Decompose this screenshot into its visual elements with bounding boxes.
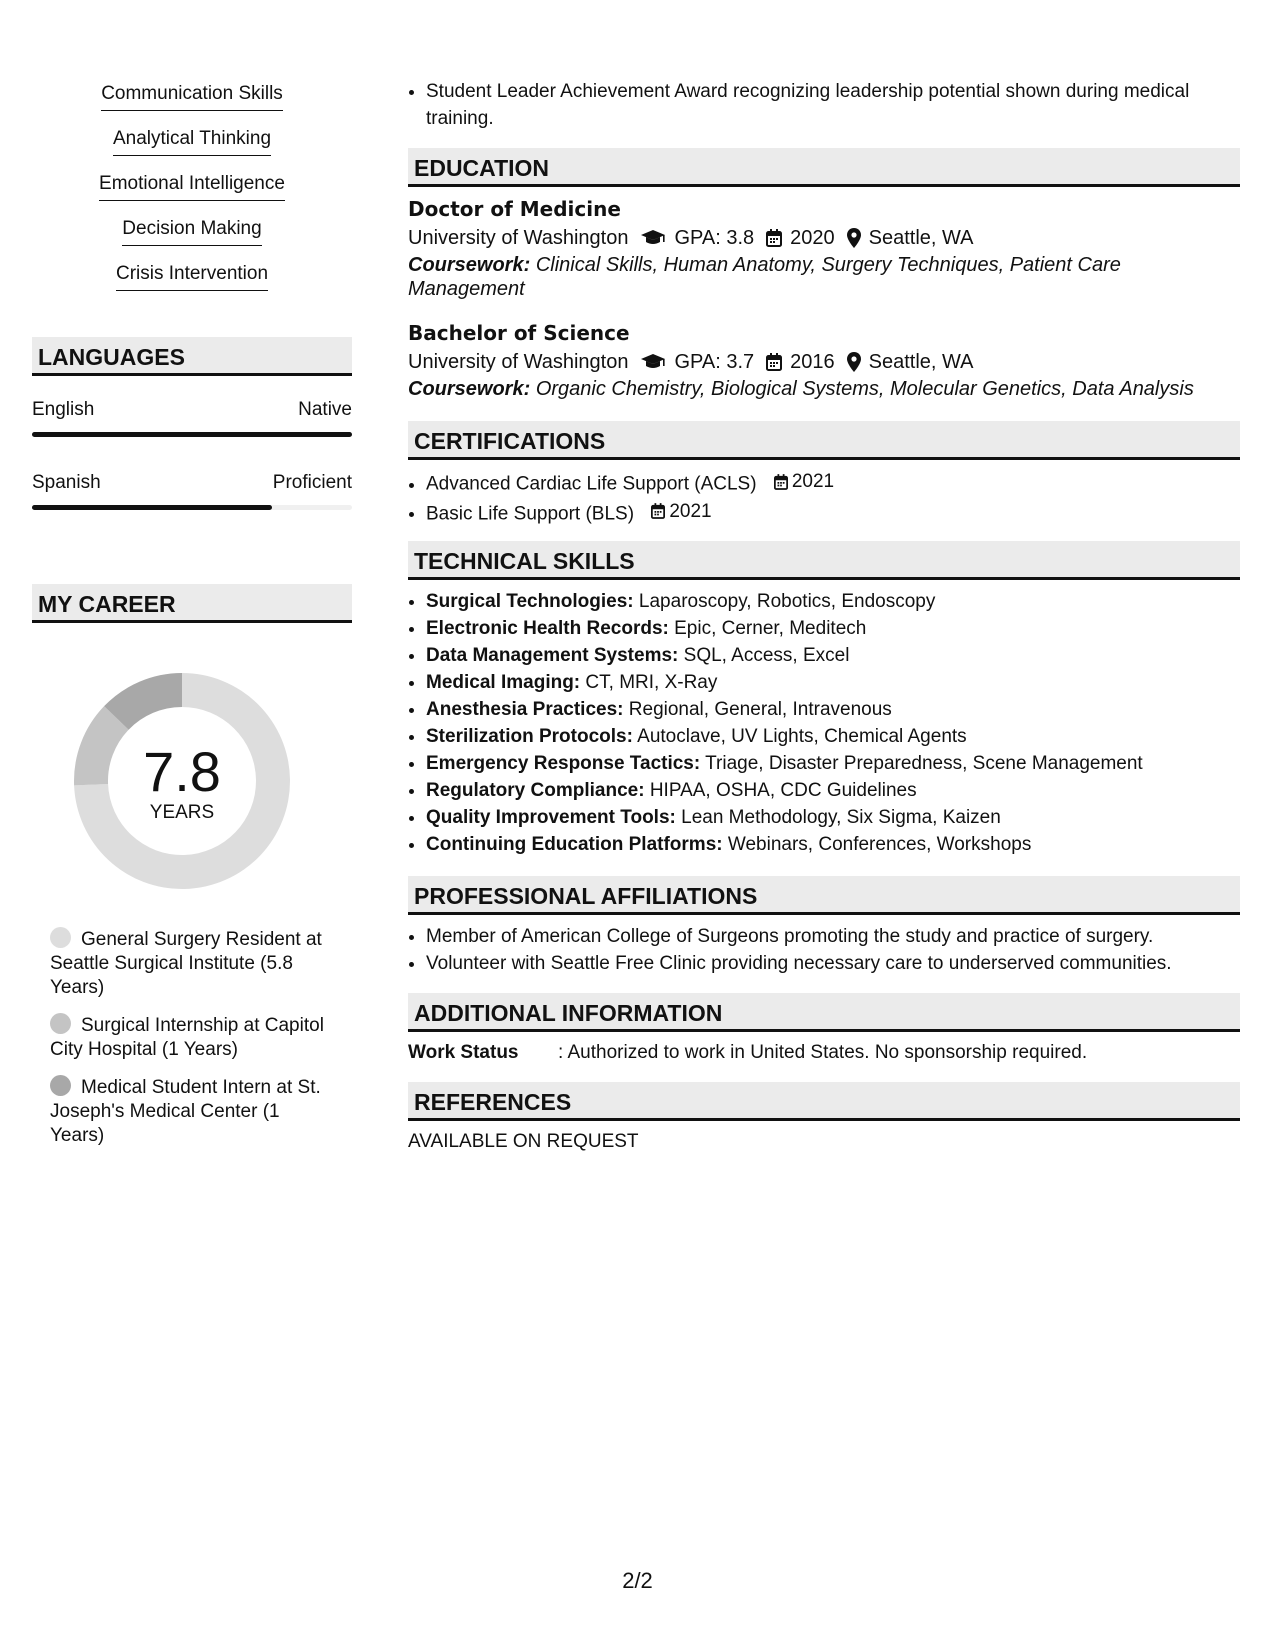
career-item-text: Medical Student Intern at St. Joseph's Medical Center (1 Years) — [50, 1077, 321, 1146]
calendar-icon — [774, 474, 788, 490]
language-level: Native — [298, 399, 352, 420]
affiliation-item: • Member of American College of Surgeons promoting the study and practice of surgery. — [426, 923, 1240, 950]
map-marker-icon — [847, 352, 861, 372]
coursework-label: Coursework: — [408, 254, 531, 276]
language-level: Proficient — [272, 472, 352, 493]
career-item-text: Surgical Internship at Capitol City Hospital (1 Years) — [50, 1015, 324, 1060]
soft-skill: Emotional Intelligence — [99, 172, 285, 201]
certification-year: 2021 — [669, 500, 712, 522]
technical-skill-item — [426, 750, 1240, 777]
education-entry — [408, 319, 1240, 401]
degree-title: Bachelor of Science — [408, 321, 630, 345]
coursework-text: Clinical Skills, Human Anatomy, Surgery Techniques, Patient Care Management — [408, 254, 1121, 300]
soft-skill: Communication Skills — [101, 82, 283, 111]
right-column — [408, 78, 1240, 1155]
affiliations-list — [408, 923, 1240, 977]
gpa: GPA: 3.7 — [674, 351, 755, 373]
calendar-icon — [651, 503, 665, 519]
language-item — [32, 398, 352, 437]
certifications-list — [408, 468, 1240, 527]
references-heading: REFERENCES — [408, 1082, 1240, 1121]
soft-skill: Crisis Intervention — [116, 262, 268, 291]
soft-skill: Decision Making — [122, 217, 261, 246]
languages-heading: LANGUAGES — [32, 337, 352, 376]
technical-skill-value: Laparoscopy, Robotics, Endoscopy — [638, 591, 936, 612]
references-text: AVAILABLE ON REQUEST — [408, 1131, 639, 1152]
graduation-cap-icon — [640, 229, 666, 247]
career-donut-chart — [66, 665, 298, 897]
career-dot-icon — [50, 1013, 71, 1034]
technical-skill-label: Data Management Systems: — [426, 645, 679, 666]
career-item — [50, 1013, 332, 1062]
technical-skill-label: Quality Improvement Tools: — [426, 807, 676, 828]
certification-name: Advanced Cardiac Life Support (ACLS) — [426, 473, 757, 495]
work-status-row — [408, 1040, 1240, 1066]
language-proficiency-fill — [32, 432, 352, 437]
graduation-cap-icon — [640, 353, 666, 371]
technical-skill-item — [426, 588, 1240, 615]
technical-skill-item — [426, 723, 1240, 750]
career-list — [32, 927, 352, 1148]
technical-skill-item — [426, 642, 1240, 669]
technical-skill-item — [426, 696, 1240, 723]
language-proficiency-bar — [32, 505, 352, 510]
technical-skill-label: Anesthesia Practices: — [426, 699, 624, 720]
language-item — [32, 471, 352, 510]
technical-skills-heading: TECHNICAL SKILLS — [408, 541, 1240, 580]
technical-skill-value: Lean Methodology, Six Sigma, Kaizen — [681, 807, 1001, 828]
education-heading: EDUCATION — [408, 148, 1240, 187]
soft-skill: Analytical Thinking — [113, 127, 271, 156]
career-total-years: 7.8 — [143, 740, 221, 803]
coursework-label: Coursework: — [408, 378, 531, 400]
career-item — [50, 927, 332, 1000]
career-item-text: General Surgery Resident at Seattle Surgical Institute (5.8 Years) — [50, 929, 322, 998]
awards-list — [408, 78, 1240, 132]
gpa: GPA: 3.8 — [674, 227, 755, 249]
technical-skill-value: SQL, Access, Excel — [683, 645, 850, 666]
certification-item — [426, 468, 1240, 498]
work-status-value: : Authorized to work in United States. No sponsorship required. — [558, 1042, 1088, 1063]
technical-skill-label: Sterilization Protocols: — [426, 726, 633, 747]
career-heading: MY CAREER — [32, 584, 352, 623]
career-dot-icon — [50, 927, 71, 948]
technical-skill-item — [426, 831, 1240, 858]
technical-skills-list — [408, 588, 1240, 858]
technical-skill-label: Electronic Health Records: — [426, 618, 669, 639]
certifications-heading: CERTIFICATIONS — [408, 421, 1240, 460]
graduation-year: 2020 — [790, 227, 835, 249]
coursework-text: Organic Chemistry, Biological Systems, Molecular Genetics, Data Analysis — [535, 378, 1194, 400]
technical-skill-value: CT, MRI, X-Ray — [585, 672, 718, 693]
calendar-icon — [766, 229, 782, 247]
map-marker-icon — [847, 228, 861, 248]
technical-skill-value: Regional, General, Intravenous — [628, 699, 892, 720]
technical-skill-item — [426, 804, 1240, 831]
technical-skill-item — [426, 777, 1240, 804]
calendar-icon — [766, 353, 782, 371]
career-dot-icon — [50, 1075, 71, 1096]
technical-skill-label: Emergency Response Tactics: — [426, 753, 701, 774]
technical-skill-label: Regulatory Compliance: — [426, 780, 645, 801]
school-name: University of Washington — [408, 227, 629, 249]
education-location: Seattle, WA — [868, 227, 974, 249]
technical-skill-value: Autoclave, UV Lights, Chemical Agents — [637, 726, 967, 747]
certification-name: Basic Life Support (BLS) — [426, 503, 635, 524]
education-location: Seattle, WA — [868, 351, 974, 373]
technical-skill-label: Surgical Technologies: — [426, 591, 634, 612]
school-name: University of Washington — [408, 351, 629, 373]
language-proficiency-bar — [32, 432, 352, 437]
career-total-unit: YEARS — [149, 802, 215, 823]
graduation-year: 2016 — [790, 351, 835, 373]
language-name: English — [32, 399, 95, 420]
education-entry — [408, 195, 1240, 301]
technical-skill-value: Webinars, Conferences, Workshops — [727, 834, 1032, 855]
language-proficiency-fill — [32, 505, 272, 510]
technical-skill-value: Triage, Disaster Preparedness, Scene Management — [705, 753, 1143, 774]
certification-item — [426, 498, 1240, 528]
left-column — [32, 82, 352, 1161]
technical-skill-label: Continuing Education Platforms: — [426, 834, 723, 855]
page-number: 2/2 — [622, 1568, 653, 1593]
certification-year: 2021 — [791, 471, 835, 492]
affiliation-item: • Volunteer with Seattle Free Clinic providing necessary care to underserved communities. — [426, 950, 1240, 977]
affiliations-heading: PROFESSIONAL AFFILIATIONS — [408, 876, 1240, 915]
additional-info-heading: ADDITIONAL INFORMATION — [408, 993, 1240, 1032]
award-item: • Student Leader Achievement Award recognizing leadership potential shown during medical training. — [426, 78, 1240, 132]
language-name: Spanish — [32, 472, 101, 493]
soft-skills-list — [32, 82, 352, 307]
technical-skill-label: Medical Imaging: — [426, 672, 581, 693]
career-item — [50, 1075, 332, 1148]
technical-skill-item — [426, 615, 1240, 642]
technical-skill-item — [426, 669, 1240, 696]
degree-title: Doctor of Medicine — [408, 197, 621, 221]
technical-skill-value: HIPAA, OSHA, CDC Guidelines — [649, 780, 917, 801]
work-status-label: Work Status — [408, 1042, 519, 1063]
technical-skill-value: Epic, Cerner, Meditech — [674, 618, 867, 639]
